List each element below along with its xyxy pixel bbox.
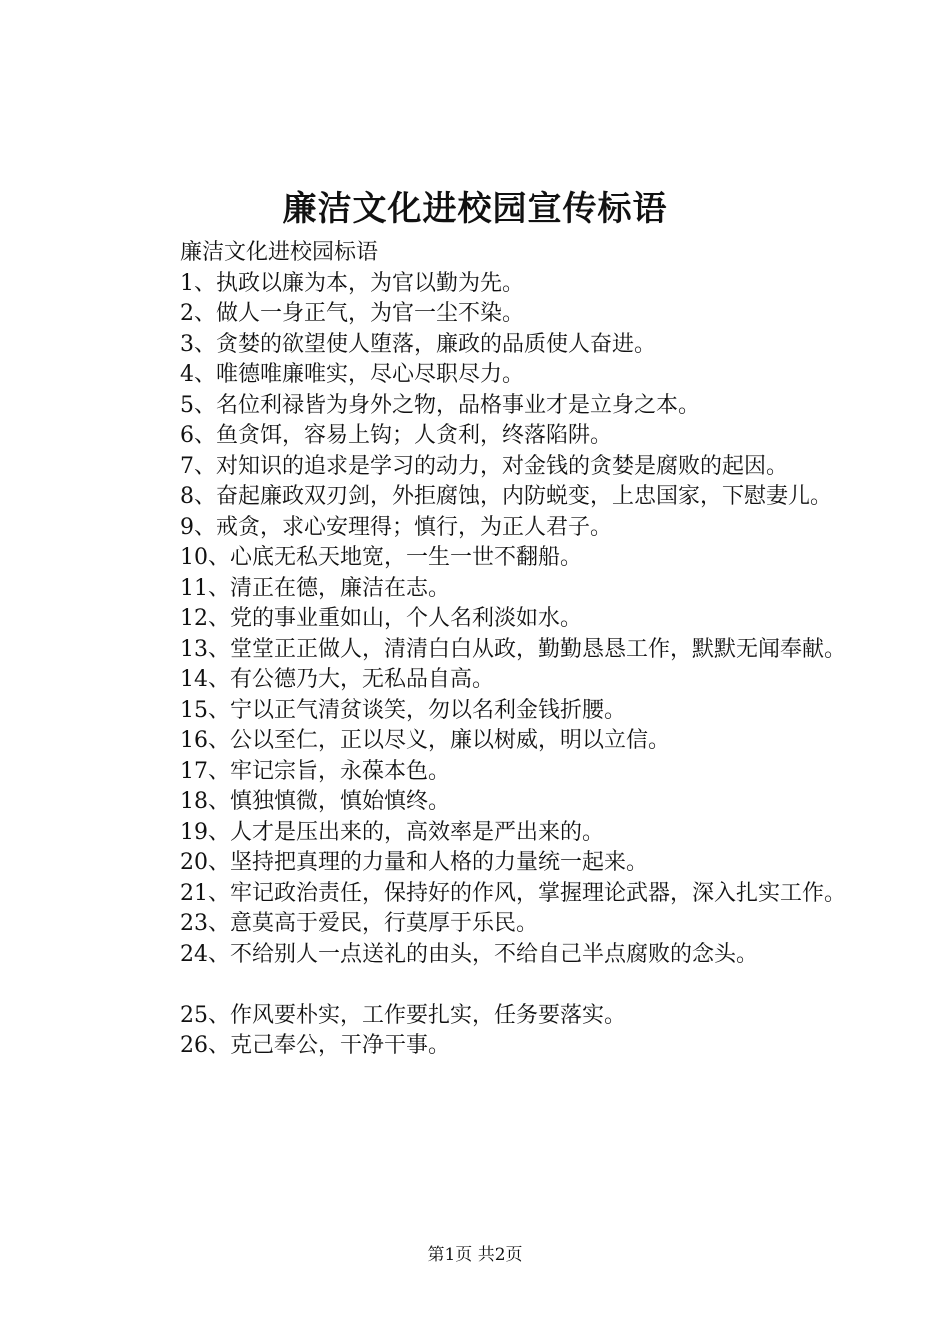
slogan-line: 2、做人一身正气，为官一尘不染。 [180, 301, 524, 326]
slogan-line: 18、慎独慎微，慎始慎终。 [180, 789, 450, 814]
slogan-line: 15、宁以正气清贫谈笑，勿以名利金钱折腰。 [180, 697, 626, 723]
slogan-line: 1、执政以廉为本，为官以勤为先。 [180, 270, 524, 296]
slogan-line: 5、名位利禄皆为身外之物，品格事业才是立身之本。 [180, 392, 700, 418]
slogan-line: 10、心底无私天地宽，一生一世不翻船。 [180, 545, 582, 570]
slogan-line: 20、坚持把真理的力量和人格的力量统一起来。 [180, 850, 648, 875]
slogan-line: 24、不给别人一点送礼的由头，不给自己半点腐败的念头。 [180, 941, 758, 967]
slogan-line: 17、牢记宗旨，永葆本色。 [180, 758, 450, 784]
slogan-line: 13、堂堂正正做人，清清白白从政，勤勤恳恳工作，默默无闻奉献。 [180, 636, 846, 662]
slogan-line: 3、贪婪的欲望使人堕落，廉政的品质使人奋进。 [180, 331, 656, 357]
slogan-line: 16、公以至仁，正以尽义，廉以树威，明以立信。 [180, 728, 670, 753]
page-footer: 第1页 共2页 [427, 1245, 523, 1265]
slogan-line: 25、作风要朴实，工作要扎实，任务要落实。 [180, 1002, 626, 1028]
slogan-line: 9、戒贪，求心安理得；慎行，为正人君子。 [180, 514, 612, 540]
slogan-line: 23、意莫高于爱民，行莫厚于乐民。 [180, 911, 538, 936]
slogan-line: 11、清正在德，廉洁在志。 [180, 575, 450, 601]
slogan-line: 14、有公德乃大，无私品自高。 [180, 667, 494, 692]
slogan-line: 19、人才是压出来的，高效率是严出来的。 [180, 819, 604, 845]
slogan-line: 8、奋起廉政双刃剑，外拒腐蚀，内防蜕变，上忠国家，下慰妻儿。 [180, 484, 832, 509]
subtitle: 廉洁文化进校园标语 [180, 240, 379, 265]
slogan-line: 7、对知识的追求是学习的动力，对金钱的贪婪是腐败的起因。 [180, 453, 788, 479]
slogan-list [130, 238, 850, 1062]
slogan-line: 4、唯德唯廉唯实，尽心尽职尽力。 [180, 362, 524, 387]
document-title: 廉洁文化进校园宣传标语 [282, 189, 668, 229]
slogan-line: 12、党的事业重如山，个人名利淡如水。 [180, 606, 582, 631]
blank-line [130, 970, 850, 1001]
slogan-line: 6、鱼贪饵，容易上钩；人贪利，终落陷阱。 [180, 423, 612, 448]
slogan-line: 21、牢记政治责任，保持好的作风，掌握理论武器，深入扎实工作。 [180, 880, 846, 906]
slogan-line: 26、克己奉公，干净干事。 [180, 1033, 450, 1058]
